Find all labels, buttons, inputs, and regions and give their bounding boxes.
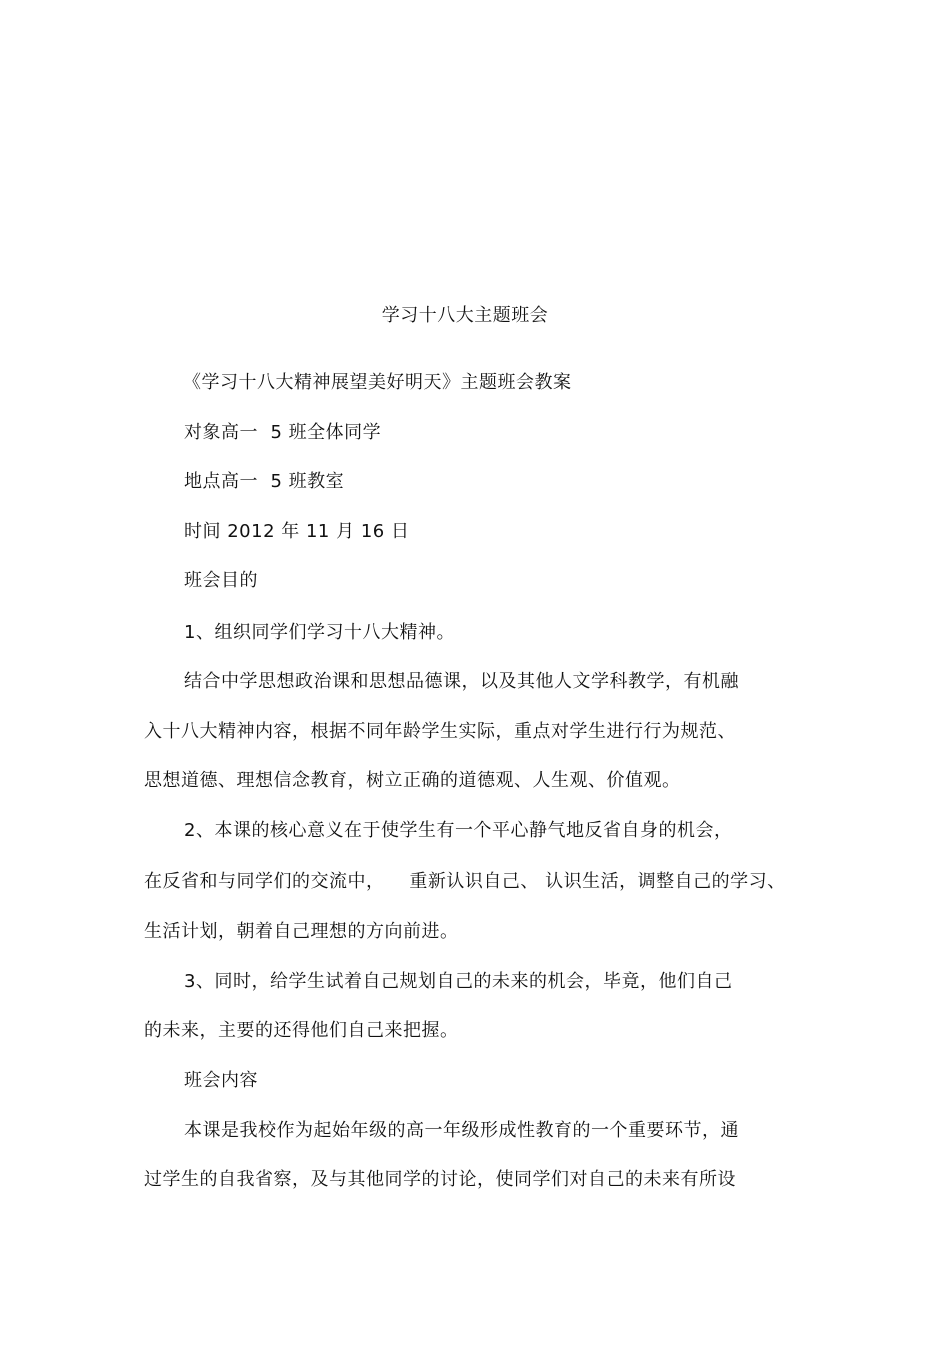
paragraph-line: 的未来，主要的还得他们自己来把握。 — [144, 1020, 459, 1041]
purpose-item-1: 1、组织同学们学习十八大精神。 — [184, 622, 455, 643]
paragraph-line: 生活计划，朝着自己理想的方向前进。 — [144, 921, 459, 942]
paragraph-line: 本课是我校作为起始年级的高一年级形成性教育的一个重要环节，通 — [184, 1120, 739, 1141]
paragraph-line: 在反省和与同学们的交流中， 重新认识自己、 认识生活，调整自己的学习、 — [144, 871, 786, 892]
lesson-plan-heading: 《学习十八大精神展望美好明天》主题班会教案 — [183, 372, 572, 393]
paragraph-line: 结合中学思想政治课和思想品德课，以及其他人文学科教学，有机融 — [184, 671, 739, 692]
document-title: 学习十八大主题班会 — [381, 305, 549, 326]
section-heading-content: 班会内容 — [184, 1070, 258, 1091]
paragraph-line: 过学生的自我省察，及与其他同学的讨论，使同学们对自己的未来有所设 — [144, 1169, 736, 1190]
paragraph-line: 入十八大精神内容，根据不同年龄学生实际，重点对学生进行行为规范、 — [144, 721, 736, 742]
audience-line: 对象高一 5 班全体同学 — [184, 422, 382, 443]
purpose-item-2: 2、本课的核心意义在于使学生有一个平心静气地反省自身的机会， — [184, 820, 733, 841]
location-line: 地点高一 5 班教室 — [184, 471, 345, 492]
purpose-item-3: 3、同时，给学生试着自己规划自己的未来的机会，毕竟，他们自己 — [184, 971, 733, 992]
paragraph-line: 思想道德、理想信念教育，树立正确的道德观、人生观、价值观。 — [144, 770, 681, 791]
section-heading-purpose: 班会目的 — [184, 570, 258, 591]
time-line: 时间 2012 年 11 月 16 日 — [184, 521, 410, 542]
